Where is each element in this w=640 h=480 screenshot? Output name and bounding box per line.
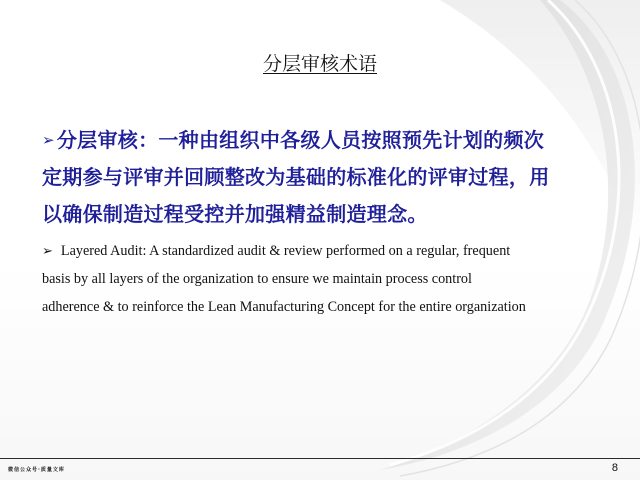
chinese-line-3: 以确保制造过程受控并加强精益制造理念。 — [42, 202, 428, 226]
chinese-definition-paragraph — [42, 122, 602, 233]
page-number: 8 — [611, 462, 618, 474]
footer-divider — [0, 458, 640, 459]
slide-title — [0, 49, 640, 76]
english-line-1-text: Layered Audit: A standardized audit & review performed on a regular, frequent — [60, 243, 511, 259]
chinese-line-2: 定期参与评审并回顾整改为基础的标准化的评审过程，用 — [42, 165, 550, 189]
english-line-3: adherence & to reinforce the Lean Manufacturing Concept for the entire organization — [42, 299, 526, 315]
arrow-bullet-icon: ➢ — [42, 243, 53, 258]
english-definition-paragraph — [42, 237, 622, 321]
chinese-line-1 — [42, 122, 602, 159]
arrow-bullet-icon: ➢ — [42, 131, 55, 149]
footer-watermark-text: 微信公众号·质量文库 — [8, 467, 65, 473]
english-line-2: basis by all layers of the organization to ensure we maintain process control — [42, 271, 472, 287]
slide-title-text: 分层审核术语 — [262, 53, 377, 75]
chinese-line-1-text: 分层审核：一种由组织中各级人员按照预先计划的频次 — [56, 128, 545, 152]
english-line-1 — [42, 237, 622, 265]
